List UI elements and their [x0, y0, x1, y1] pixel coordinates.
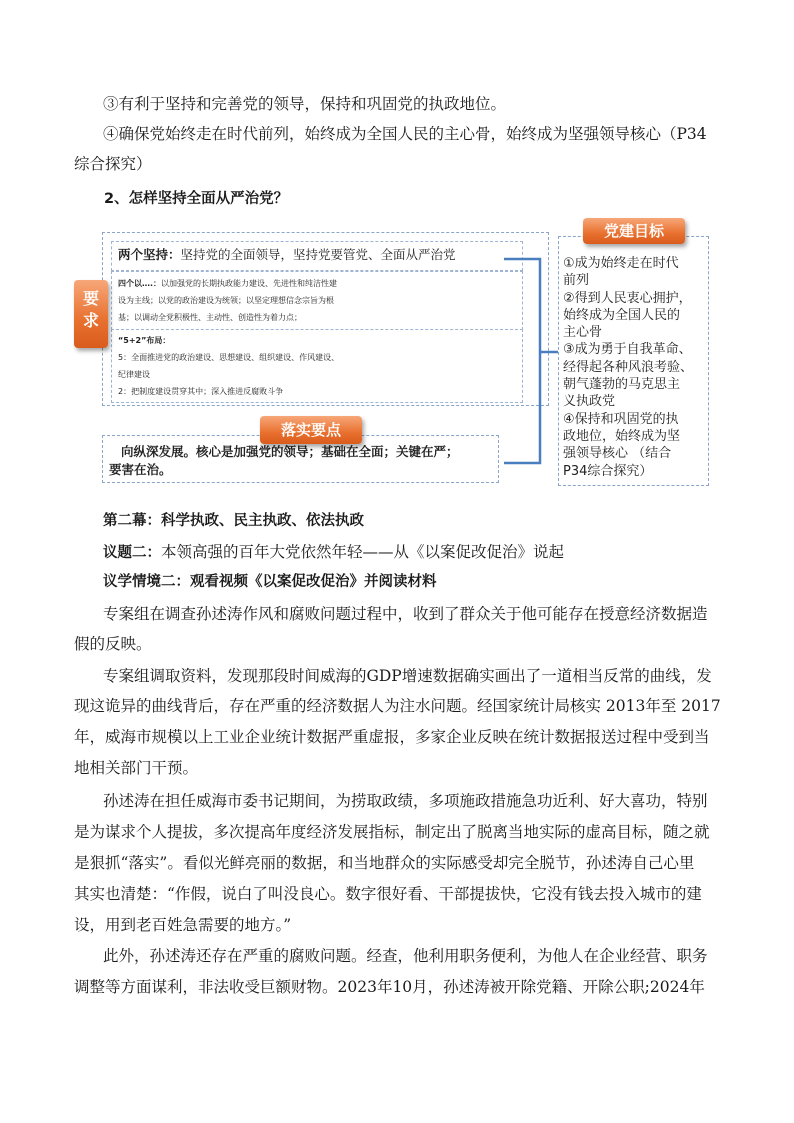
para4-line1: 此外，孙述涛还存在严重的腐败问题。经查，他利用职务便利，为他人在企业经营、职务 [103, 947, 708, 965]
row-text: 设为主线；以党的政治建设为统领；以坚定理想信念宗旨为根 [118, 296, 334, 305]
topic-text: 本领高强的百年大党依然年轻——从《以案促改促治》说起 [161, 543, 565, 561]
tag-char: 要 [82, 289, 99, 308]
goal-line: 强领导核心 （结合 [563, 446, 672, 462]
row-text: 坚持党的全面领导，坚持党要管党、全面从严治党 [180, 247, 456, 262]
para3-line2: 是为谋求个人提拔，多次提高年度经济发展指标，制定出了脱离当地实际的虚高目标，随之就 [74, 823, 710, 841]
goal-line: ④保持和巩固党的执 [563, 411, 679, 427]
para2-line3: 年，威海市规模以上工业企业统计数据严重虚报，多家企业反映在统计数据报送过程中受到当 [74, 728, 710, 746]
goal-line: P34综合探究） [563, 463, 653, 479]
para3-line4: 其实也清楚：“作假，说白了叫没良心。数字很好看、干部提拔快，它没有钱去投入城市的建 [74, 885, 702, 903]
para1-line2: 假的反映。 [74, 635, 152, 653]
goal-line: 始终成为全国人民的 [563, 307, 681, 323]
para3-line3: 是狠抓“落实”。看似光鲜亮丽的数据，和当地群众的实际感受却完全脱节，孙述涛自己心里 [74, 854, 695, 872]
para2-line2: 现这诡异的曲线背后，存在严重的经济数据人为注水问题。经国家统计局核实 2013年至 2017 [74, 697, 721, 715]
para3-line1: 孙述涛在担任威海市委书记期间，为捞取政绩，多项施政措施急功近利、好大喜功，特别 [103, 792, 708, 810]
scenario-title: 议学情境二：观看视频《以案促改促治》并阅读材料 [103, 574, 437, 590]
row-text: 2：把制度建设贯穿其中；深入推进反腐败斗争 [118, 387, 284, 396]
para2-line4: 地相关部门干预。 [74, 759, 199, 777]
topic-line [103, 537, 564, 568]
para2-line1: 专案组调取资料，发现那段时间威海的GDP增速数据确实画出了一道相当反常的曲线，发 [103, 667, 712, 685]
para1-line1: 专案组在调查孙述涛作风和腐败问题过程中，收到了群众关于他可能存在授意经济数据造 [103, 605, 708, 623]
row-label: 四个以….： [118, 279, 162, 288]
row-text: 基；以调动全党积极性、主动性、创造性为着力点； [118, 313, 302, 322]
para4-line2: 调整等方面谋利，非法收受巨额财物。2023年10月，孙述涛被开除党籍、开除公职;2024年 [74, 978, 705, 996]
intro-line-3: 综合探究） [74, 155, 152, 173]
row-label: “5+2”布局： [118, 336, 171, 345]
row-label: 两个坚持： [118, 247, 181, 262]
key-line: 要害在治。 [109, 461, 172, 477]
goal-line: ①成为始终走在时代 [563, 256, 679, 271]
intro-line-2: ④确保党始终走在时代前列，始终成为全国人民的主心骨，始终成为坚强领导核心（P34 [103, 125, 707, 143]
goal-line: 主心骨 [563, 325, 603, 341]
goal-line: 政地位，始终成为坚 [563, 428, 681, 444]
topic-label: 议题二： [103, 545, 161, 561]
goal-line: ②得到人民衷心拥护， [563, 290, 692, 306]
goal-line: 朝气蓬勃的马克思主 [563, 377, 681, 393]
goal-line: 经得起各种风浪考验、 [563, 359, 694, 375]
para3-line5: 设，用到老百姓急需要的地方。” [74, 916, 292, 934]
tag-char: 求 [82, 311, 99, 330]
goal-line: 义执政党 [563, 394, 616, 410]
goals-tag: 党建目标 [583, 218, 685, 244]
row-text: 以加强党的长期执政能力建设、先进性和纯洁性建 [161, 279, 338, 288]
question-heading: 2、怎样坚持全面从严治党？ [104, 191, 289, 207]
goals-box [558, 236, 709, 486]
goal-line: ③成为勇于自我革命、 [563, 342, 692, 358]
row-text: 5：全面推进党的政治建设、思想建设、组织建设、作风建设、 [118, 353, 340, 362]
section-title: 第二幕：科学执政、民主执政、依法执政 [103, 513, 364, 529]
key-line: 向纵深发展。核心是加强党的领导；基础在全面；关键在严； [121, 444, 459, 459]
goal-line: 前列 [563, 273, 590, 289]
key-points-tag: 落实要点 [260, 416, 362, 444]
row-text: 纪律建设 [118, 370, 150, 379]
strictness-diagram [74, 218, 724, 493]
intro-line-1: ③有利于坚持和完善党的领导，保持和巩固党的执政地位。 [103, 95, 507, 113]
